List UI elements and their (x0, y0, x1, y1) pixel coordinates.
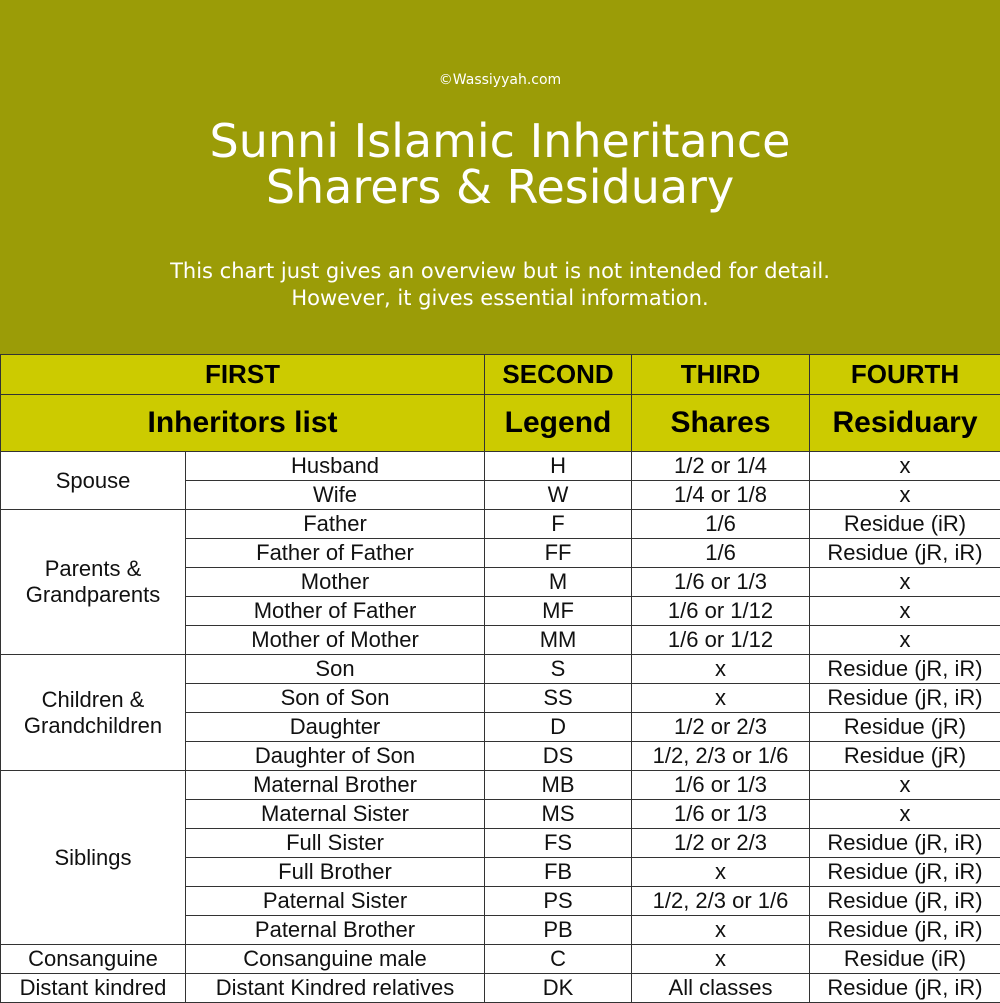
table-row (1, 945, 1000, 974)
subheader-row (1, 395, 1000, 452)
inheritor-cell: Paternal Sister (186, 887, 485, 916)
residuary-cell: x (810, 597, 1000, 626)
legend-cell: PB (485, 916, 632, 945)
table-row (1, 974, 1000, 1003)
shares-cell: 1/6 or 1/3 (632, 771, 810, 800)
title-line-2: Sharers & Residuary (0, 164, 1000, 210)
subheader-inheritors: Inheritors list (1, 395, 485, 452)
shares-cell: 1/6 or 1/3 (632, 568, 810, 597)
group-name-line: Consanguine (1, 946, 185, 972)
inheritor-cell: Daughter of Son (186, 742, 485, 771)
subheader-legend: Legend (485, 395, 632, 452)
residuary-cell: Residue (iR) (810, 510, 1000, 539)
column-header-row (1, 355, 1000, 395)
residuary-cell: Residue (jR, iR) (810, 974, 1000, 1003)
shares-cell: 1/6 (632, 510, 810, 539)
shares-cell: x (632, 858, 810, 887)
shares-cell: x (632, 945, 810, 974)
shares-cell: 1/6 or 1/12 (632, 597, 810, 626)
group-name-line: Distant kindred (1, 975, 185, 1001)
group-cell (1, 945, 186, 974)
inheritor-cell: Full Brother (186, 858, 485, 887)
residuary-cell: x (810, 771, 1000, 800)
inheritance-table (0, 354, 1000, 1003)
shares-cell: 1/2 or 2/3 (632, 829, 810, 858)
inheritor-cell: Father (186, 510, 485, 539)
table-body (1, 452, 1000, 1003)
residuary-cell: Residue (jR, iR) (810, 829, 1000, 858)
shares-cell: 1/6 or 1/12 (632, 626, 810, 655)
residuary-cell: Residue (jR, iR) (810, 858, 1000, 887)
residuary-cell: x (810, 568, 1000, 597)
title-line-1: Sunni Islamic Inheritance (0, 118, 1000, 164)
residuary-cell: Residue (jR, iR) (810, 887, 1000, 916)
inheritor-cell: Consanguine male (186, 945, 485, 974)
legend-cell: DK (485, 974, 632, 1003)
legend-cell: S (485, 655, 632, 684)
shares-cell: x (632, 684, 810, 713)
group-name-line: Parents & (1, 556, 185, 582)
inheritor-cell: Distant Kindred relatives (186, 974, 485, 1003)
inheritor-cell: Son (186, 655, 485, 684)
legend-cell: SS (485, 684, 632, 713)
inheritor-cell: Father of Father (186, 539, 485, 568)
shares-cell: 1/4 or 1/8 (632, 481, 810, 510)
copyright: ©Wassiyyah.com (0, 72, 1000, 88)
inheritor-cell: Maternal Sister (186, 800, 485, 829)
column-header-second: SECOND (485, 355, 632, 395)
subtitle-line-1: This chart just gives an overview but is not intended for detail. (0, 258, 1000, 285)
inheritor-cell: Mother of Mother (186, 626, 485, 655)
group-cell (1, 655, 186, 771)
shares-cell: x (632, 655, 810, 684)
legend-cell: MS (485, 800, 632, 829)
subheader-shares: Shares (632, 395, 810, 452)
inheritor-cell: Son of Son (186, 684, 485, 713)
residuary-cell: Residue (jR, iR) (810, 684, 1000, 713)
legend-cell: FF (485, 539, 632, 568)
legend-cell: FS (485, 829, 632, 858)
shares-cell: 1/2, 2/3 or 1/6 (632, 742, 810, 771)
shares-cell: x (632, 916, 810, 945)
residuary-cell: x (810, 481, 1000, 510)
table-row (1, 510, 1000, 539)
inheritor-cell: Full Sister (186, 829, 485, 858)
legend-cell: D (485, 713, 632, 742)
subheader-residuary: Residuary (810, 395, 1000, 452)
group-name-line: Grandchildren (1, 713, 185, 739)
residuary-cell: Residue (jR, iR) (810, 539, 1000, 568)
table-row (1, 452, 1000, 481)
group-cell (1, 510, 186, 655)
subtitle (0, 258, 1000, 312)
legend-cell: C (485, 945, 632, 974)
shares-cell: 1/2, 2/3 or 1/6 (632, 887, 810, 916)
group-name-line: Children & (1, 687, 185, 713)
column-header-first: FIRST (1, 355, 485, 395)
subtitle-line-2: However, it gives essential information. (0, 285, 1000, 312)
residuary-cell: Residue (iR) (810, 945, 1000, 974)
legend-cell: M (485, 568, 632, 597)
legend-cell: F (485, 510, 632, 539)
legend-cell: W (485, 481, 632, 510)
group-name-line: Siblings (1, 845, 185, 871)
shares-cell: 1/6 or 1/3 (632, 800, 810, 829)
shares-cell: 1/2 or 1/4 (632, 452, 810, 481)
legend-cell: H (485, 452, 632, 481)
inheritor-cell: Daughter (186, 713, 485, 742)
column-header-third: THIRD (632, 355, 810, 395)
inheritor-cell: Wife (186, 481, 485, 510)
legend-cell: MM (485, 626, 632, 655)
residuary-cell: x (810, 800, 1000, 829)
header (0, 0, 1000, 354)
legend-cell: MB (485, 771, 632, 800)
table-row (1, 655, 1000, 684)
shares-cell: 1/2 or 2/3 (632, 713, 810, 742)
group-cell (1, 452, 186, 510)
residuary-cell: Residue (jR, iR) (810, 916, 1000, 945)
residuary-cell: Residue (jR) (810, 713, 1000, 742)
group-name-line: Spouse (1, 468, 185, 494)
group-name-line: Grandparents (1, 582, 185, 608)
residuary-cell: Residue (jR) (810, 742, 1000, 771)
inheritor-cell: Mother (186, 568, 485, 597)
page-title (0, 118, 1000, 210)
legend-cell: MF (485, 597, 632, 626)
residuary-cell: x (810, 626, 1000, 655)
column-header-fourth: FOURTH (810, 355, 1000, 395)
legend-cell: DS (485, 742, 632, 771)
legend-cell: PS (485, 887, 632, 916)
inheritor-cell: Mother of Father (186, 597, 485, 626)
group-cell (1, 771, 186, 945)
group-cell (1, 974, 186, 1003)
inheritor-cell: Paternal Brother (186, 916, 485, 945)
shares-cell: 1/6 (632, 539, 810, 568)
residuary-cell: Residue (jR, iR) (810, 655, 1000, 684)
shares-cell: All classes (632, 974, 810, 1003)
inheritor-cell: Husband (186, 452, 485, 481)
residuary-cell: x (810, 452, 1000, 481)
legend-cell: FB (485, 858, 632, 887)
inheritor-cell: Maternal Brother (186, 771, 485, 800)
table-row (1, 771, 1000, 800)
